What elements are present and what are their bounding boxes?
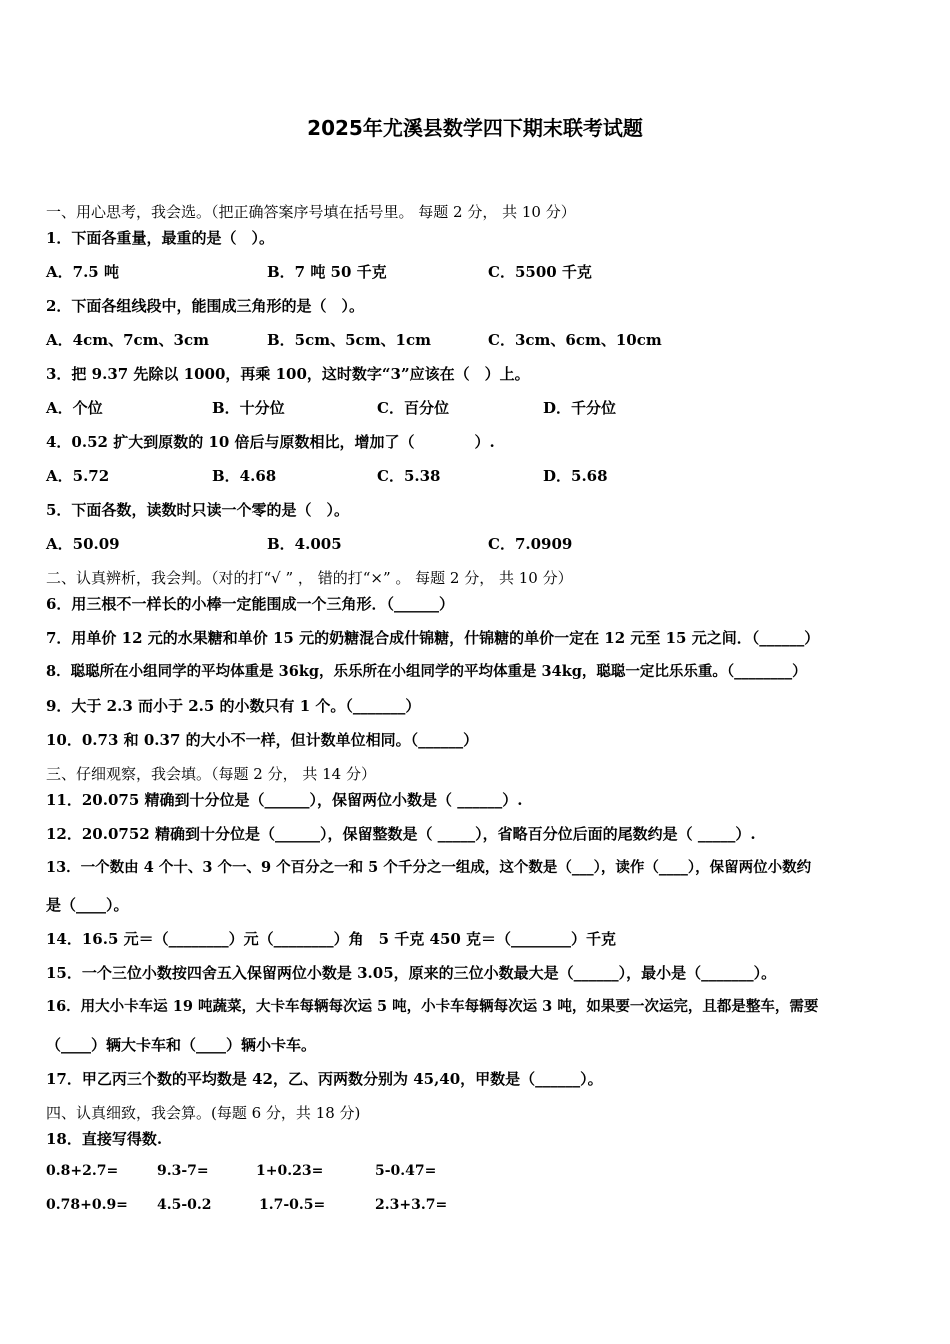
calc-item: 5-0.47= (375, 1163, 437, 1179)
calc-item: 2.3+3.7= (375, 1197, 448, 1213)
question-1: 1．下面各重量，最重的是（ ）。 (46, 229, 274, 247)
q2-option-b: B．5cm、5cm、1cm (267, 331, 432, 349)
q5-option-c: C．7.0909 (488, 535, 573, 553)
q3-option-b: B．十分位 (212, 399, 285, 417)
q3-option-a: A．个位 (46, 399, 103, 417)
question-16: 16．用大小卡车运 19 吨蔬菜，大卡车每辆每次运 5 吨，小卡车每辆每次运 3 吨，如果要一次运完，且都是整车，需要 (46, 998, 819, 1015)
section-1-heading: 一、用心思考，我会选。（把正确答案序号填在括号里。 每题 2 分， 共 10 分） (46, 203, 576, 221)
q5-option-a: A．50.09 (46, 535, 120, 553)
section-4-heading: 四、认真细致，我会算。(每题 6 分，共 18 分) (46, 1104, 361, 1122)
question-11: 11．20.075 精确到十分位是（______），保留两位小数是（ ______）. (46, 791, 523, 809)
question-16-continued: （____）辆大卡车和（____）辆小卡车。 (46, 1036, 317, 1054)
question-12: 12．20.0752 精确到十分位是（______），保留整数是（ _____），省略百分位后面的尾数约是（ _____）. (46, 825, 756, 843)
q4-option-a: A．5.72 (46, 467, 110, 485)
question-17: 17．甲乙丙三个数的平均数是 42，乙、丙两数分别为 45,40，甲数是（______）。 (46, 1070, 603, 1088)
q3-option-d: D．千分位 (543, 399, 617, 417)
q3-option-c: C．百分位 (377, 399, 449, 417)
q1-option-b: B．7 吨 50 千克 (267, 263, 387, 281)
question-15: 15．一个三位小数按四舍五入保留两位小数是 3.05，原来的三位小数最大是（______），最小是（_______）。 (46, 964, 777, 982)
section-2-heading: 二、认真辨析，我会判。（对的打“√ ” ， 错的打“×” 。 每题 2 分， 共 10 分） (46, 569, 573, 587)
question-5: 5．下面各数，读数时只读一个零的是（ ）。 (46, 501, 349, 519)
question-6: 6．用三根不一样长的小棒一定能围成一个三角形．（______） (46, 595, 454, 613)
question-3: 3．把 9.37 先除以 1000，再乘 100，这时数字“3”应该在（ ）上。 (46, 365, 530, 383)
question-9: 9．大于 2.3 而小于 2.5 的小数只有 1 个。（_______） (46, 697, 421, 715)
q1-option-a: A．7.5 吨 (46, 263, 119, 281)
section-3-heading: 三、仔细观察，我会填。（每题 2 分， 共 14 分） (46, 765, 376, 783)
question-13: 13．一个数由 4 个十、3 个一、9 个百分之一和 5 个千分之一组成，这个数是（___），读作（____），保留两位小数约 (46, 859, 812, 876)
q4-option-c: C．5.38 (377, 467, 441, 485)
q2-option-c: C．3cm、6cm、10cm (488, 331, 662, 349)
question-13-continued: 是（____）。 (46, 896, 129, 914)
question-7: 7．用单价 12 元的水果糖和单价 15 元的奶糖混合成什锦糖，什锦糖的单价一定在 12 元至 15 元之间．（______） (46, 629, 820, 647)
calc-item: 1.7-0.5= (259, 1197, 326, 1213)
question-2: 2．下面各组线段中，能围成三角形的是（ ）。 (46, 297, 364, 315)
question-8: 8．聪聪所在小组同学的平均体重是 36kg，乐乐所在小组同学的平均体重是 34kg，聪聪一定比乐乐重。（________） (46, 663, 807, 680)
calc-item: 4.5-0.2 (157, 1197, 212, 1213)
question-4: 4．0.52 扩大到原数的 10 倍后与原数相比，增加了（ ）. (46, 433, 495, 451)
calc-item: 0.8+2.7= (46, 1163, 119, 1179)
q4-option-b: B．4.68 (212, 467, 277, 485)
question-18: 18．直接写得数. (46, 1130, 163, 1148)
calc-item: 1+0.23= (256, 1163, 324, 1179)
calc-item: 0.78+0.9= (46, 1197, 128, 1213)
q5-option-b: B．4.005 (267, 535, 342, 553)
q2-option-a: A．4cm、7cm、3cm (46, 331, 209, 349)
question-14: 14．16.5 元＝（________）元（________）角 5 千克 450 克＝（________）千克 (46, 930, 617, 948)
page-title: 2025年尤溪县数学四下期末联考试题 (307, 116, 643, 140)
q4-option-d: D．5.68 (543, 467, 608, 485)
calc-item: 9.3-7= (157, 1163, 209, 1179)
question-10: 10．0.73 和 0.37 的大小不一样，但计数单位相同。（______） (46, 731, 479, 749)
q1-option-c: C．5500 千克 (488, 263, 592, 281)
